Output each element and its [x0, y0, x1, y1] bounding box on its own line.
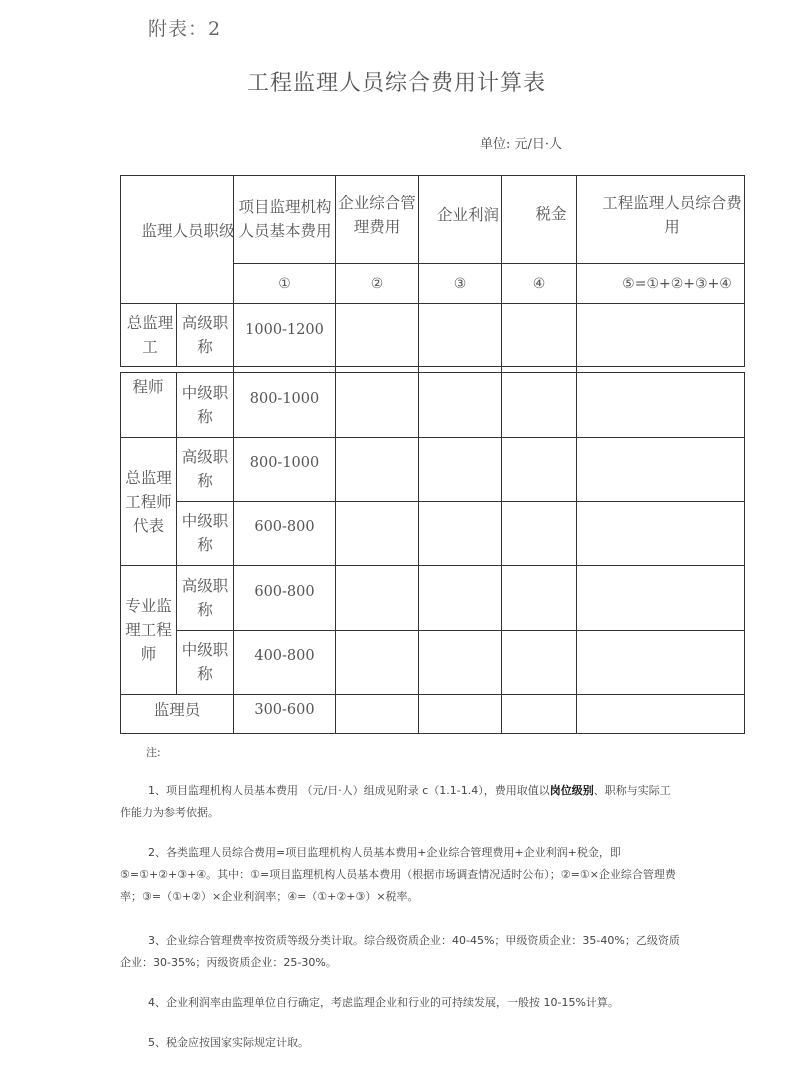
group-supervisor: 监理员	[153, 701, 201, 719]
note-5: 5、税金应按国家实际规定计取。	[148, 1036, 309, 1049]
row-line	[120, 366, 745, 367]
formula-c4: ④	[532, 275, 546, 292]
header-position: 监理人员职级	[141, 222, 235, 240]
note-3: 3、企业综合管理费率按资质等级分类计取。综合级资质企业：40-45%；甲级资质企业：35-40%；乙级资质企业：30-35%；丙级资质企业：25-30%。	[120, 934, 680, 969]
formula-c2: ②	[370, 275, 384, 292]
table-border-bottom	[120, 733, 745, 734]
note-1: 1、项目监理机构人员基本费用 （元/日·人）组成见附录 c（1.1-1.4），费用取值以岗位级别、职称与实际工作能力为参考依据。	[120, 784, 671, 819]
table-border-left	[120, 175, 121, 367]
range-cell: 400-800	[254, 648, 315, 664]
formula-c3: ③	[453, 275, 467, 292]
header-profit: 企业利润	[436, 206, 499, 224]
range-cell: 1000-1200	[245, 322, 324, 338]
level-cell: 中级职称	[181, 384, 229, 426]
level-cell: 高级职称	[181, 448, 229, 490]
table-border-top	[120, 175, 745, 176]
group-chief-part1: 总监理工	[126, 314, 174, 356]
header-total: 工程监理人员综合费用	[602, 194, 742, 236]
annex-label: 附表：2	[148, 18, 222, 40]
notes-label: 注:	[146, 746, 161, 759]
note-4: 4、企业利润率由监理单位自行确定，考虑监理企业和行业的可持续发展，一般按 10-15%计算。	[148, 996, 619, 1009]
row-line	[120, 372, 745, 373]
range-cell: 800-1000	[249, 455, 320, 471]
group-chief-part2: 程师	[132, 378, 164, 396]
formula-c5: ⑤=①+②+③+④	[622, 275, 732, 292]
table-border-right	[744, 372, 745, 734]
header-tax: 税金	[535, 205, 567, 223]
col-line	[418, 175, 419, 734]
level-cell: 高级职称	[181, 314, 229, 356]
unit-label: 单位: 元/日·人	[480, 137, 563, 152]
page-title: 工程监理人员综合费用计算表	[246, 71, 546, 96]
header-basic-cost: 项目监理机构人员基本费用	[238, 198, 332, 240]
level-cell: 中级职称	[181, 512, 229, 554]
col-line	[501, 175, 502, 734]
note-2: 2、各类监理人员综合费用=项目监理机构人员基本费用+企业综合管理费用+企业利润+税金，即⑤=①+②+③+④。其中：①=项目监理机构人员基本费用（根据市场调查情况适时公布）；②=①×企业综合管理费率；③=（①+②）×企业利润率；④=（①+②+③）×税率。	[120, 846, 676, 903]
range-cell: 600-800	[254, 519, 315, 535]
col-line	[176, 303, 177, 367]
col-line	[576, 175, 577, 734]
range-cell: 800-1000	[249, 391, 320, 407]
note-1-emphasis: 岗位级别	[549, 784, 594, 797]
header-mgmt-cost: 企业综合管理费用	[338, 194, 416, 236]
range-cell: 600-800	[254, 584, 315, 600]
formula-c1: ①	[278, 275, 291, 292]
header-bottom	[120, 303, 745, 304]
range-cell: 300-600	[254, 702, 315, 718]
table-border-right	[744, 175, 745, 367]
col-line	[335, 175, 336, 734]
level-cell: 中级职称	[181, 641, 229, 683]
col-line	[176, 372, 177, 695]
group-deputy: 总监理工程师代表	[125, 469, 172, 535]
group-specialist: 专业监理工程师	[125, 597, 172, 663]
level-cell: 高级职称	[181, 576, 229, 619]
